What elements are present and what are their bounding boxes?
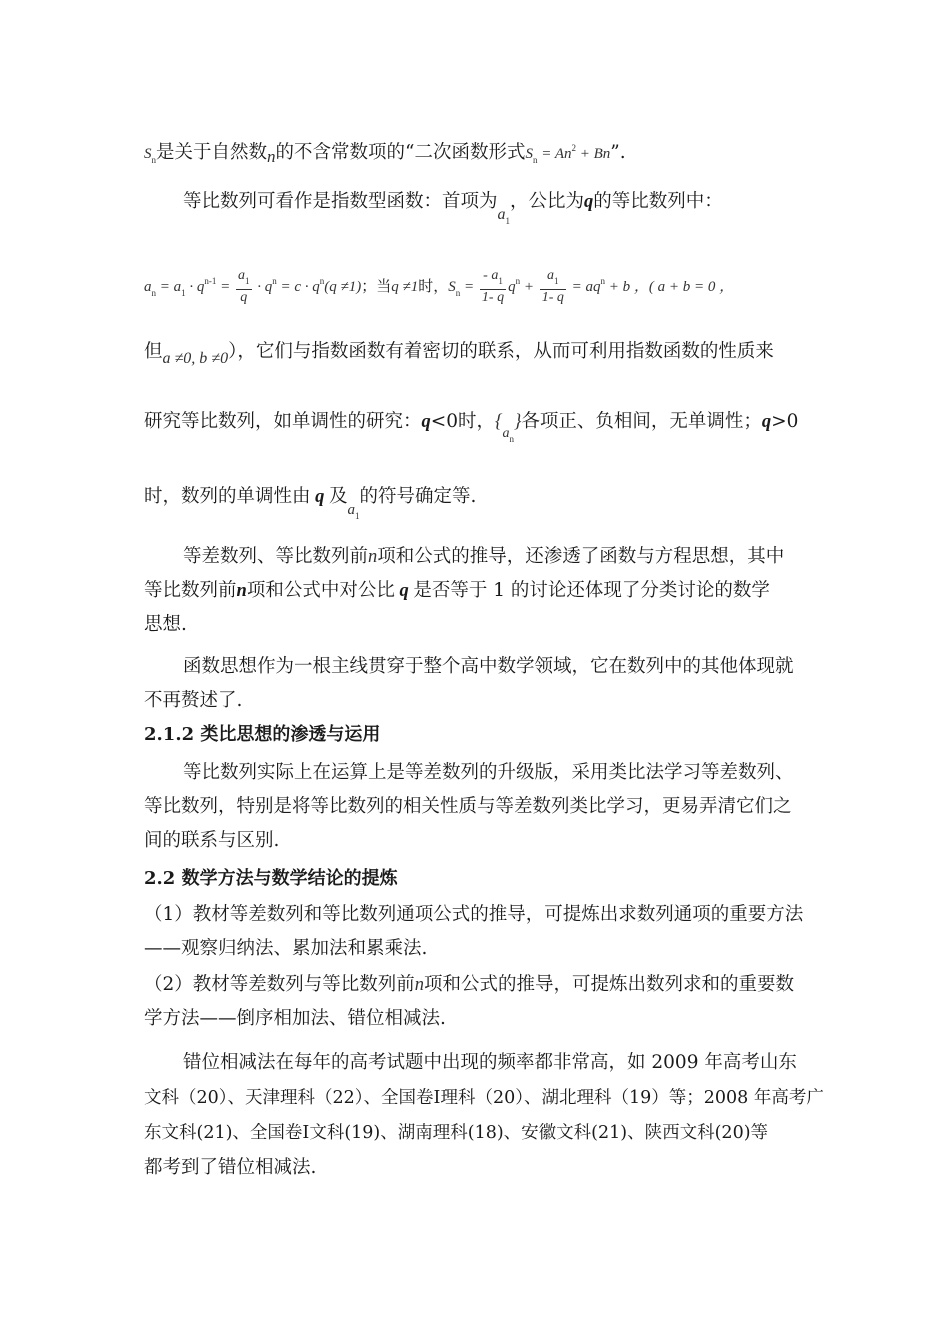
list-item-1-l2: ——观察归纳法、累加法和累乘法. bbox=[144, 938, 428, 959]
math-q-sign: q bbox=[310, 487, 330, 507]
paragraph-sum-derivation-l3: 思想. bbox=[144, 614, 187, 635]
paragraph-analogy-l2: 等比数列，特别是将等比数列的相关性质与等差数列类比学习，更易弄清它们之 bbox=[144, 796, 792, 817]
section-heading-2-1-2: 2.1.2 类比思想的渗透与运用 bbox=[144, 724, 381, 745]
math-n-1: n bbox=[368, 547, 378, 567]
math-sn-formula: $S_n = An^2 + Bn$ bbox=[525, 143, 611, 165]
list-item-2-l2: 学方法——倒序相加法、错位相减法. bbox=[144, 1008, 446, 1029]
fraction-a1-1q: $\frac{a_1}{1- q}$ bbox=[541, 268, 564, 305]
paragraph-analogy-l3: 间的联系与区别. bbox=[144, 830, 280, 851]
math-a1: $a_1$ bbox=[497, 206, 511, 226]
formula-aqn-b: = $aq^n + b$ ，( a + b = 0 ， bbox=[567, 276, 735, 295]
formula-qn-plus: $q^n$ + bbox=[508, 276, 538, 295]
formula-sn: $S_n$ = bbox=[448, 279, 478, 298]
math-q-pos: q bbox=[761, 412, 772, 432]
paragraph-sum-derivation-l1: 等差数列、等比数列前n项和公式的推导，还渗透了函数与方程思想，其中 bbox=[183, 546, 785, 567]
formula-an-rest: · $q^n = c \cdot q^n(q \ne 1)$ bbox=[253, 276, 362, 295]
paragraph-sign: 时，数列的单调性由 q 及$_{a_1}$的符号确定等. bbox=[144, 486, 477, 521]
math-sn: $S_n$ bbox=[144, 146, 156, 165]
paragraph-conditions: 但a ≠0, b ≠0），它们与指数函数有着密切的联系，从而可利用指数函数的性质来 bbox=[144, 341, 774, 367]
formula-q-ne-1: q ≠1 bbox=[391, 279, 419, 295]
paragraph-exam-frequency-l3: 东文科(21)、全国卷Ⅰ文科(19)、湖南理科(18)、安徽文科(21)、陕西文科(20)等 bbox=[144, 1123, 769, 1143]
math-q-neg: q bbox=[421, 412, 431, 432]
section-heading-2-2: 2.2 数学方法与数学结论的提炼 bbox=[144, 868, 398, 889]
list-item-1-l1: （1）教材等差数列和等比数列通项公式的推导，可提炼出求数列通项的重要方法 bbox=[144, 904, 804, 925]
paragraph-analogy-l1: 等比数列实际上在运算上是等差数列的升级版，采用类比法学习等差数列、 bbox=[183, 762, 794, 783]
paragraph-monotonicity: 研究等比数列，如单调性的研究：q<0时，$\{_{a_n}\}$各项正、负相间，无单调性；q>0 bbox=[144, 411, 799, 444]
math-seq-an: $\{_{a_n}\}$ bbox=[495, 412, 522, 444]
paragraph-sum-derivation-l2: 等比数列前n项和公式中对公比 q 是否等于 1 的讨论还体现了分类讨论的数学 bbox=[144, 580, 770, 601]
list-item-2-l1: （2）教材等差数列与等比数列前n项和公式的推导，可提炼出数列求和的重要数 bbox=[144, 974, 795, 995]
paragraph-exam-frequency-l2: 文科（20）、天津理科（22）、全国卷Ⅰ理科（20）、湖北理科（19）等；2008 年高考广 bbox=[144, 1088, 824, 1108]
math-n: n bbox=[267, 147, 276, 166]
paragraph-exam-frequency-l1: 错位相减法在每年的高考试题中出现的频率都非常高，如 2009 年高考山东 bbox=[183, 1052, 797, 1073]
math-a1-sign: a1 bbox=[347, 502, 360, 521]
fraction-neg-a1: $\frac{- a_1}{1- q}$ bbox=[481, 268, 505, 305]
paragraph-sn-quadratic: $S_n$是关于自然数n的不含常数项的“二次函数形式$S_n = An^2 + Bn$”. bbox=[144, 142, 626, 166]
math-q: q bbox=[584, 192, 594, 212]
math-n-3: n bbox=[414, 975, 425, 995]
fraction-a1-q: $\frac{a_1}{q}$ bbox=[238, 268, 250, 305]
paragraph-function-thought-l1: 函数思想作为一根主线贯穿于整个高中数学领域，它在数列中的其他体现就 bbox=[183, 656, 794, 677]
paragraph-geometric-as-exponential: 等比数列可看作是指数型函数：首项为$a_1$，公比为q的等比数列中： bbox=[183, 191, 723, 226]
math-q-2: q bbox=[394, 581, 414, 601]
formula-line: $a_n = a_1 \cdot q^{n-1}$ = $\frac{a_1}{q}$ · $q^n = c \cdot q^n(q \ne 1)$；当q ≠1时，$S_n$ = $\frac{- a_1}{1- q}$ $q^n$ + $\frac{a_1}{1- q}$ = $aq^n + b$ ，( a + b = 0 ， bbox=[144, 268, 735, 305]
paragraph-exam-frequency-l4: 都考到了错位相减法. bbox=[144, 1157, 317, 1178]
math-a-b-ne-0: a ≠0, b ≠0 bbox=[162, 350, 229, 367]
paragraph-function-thought-l2: 不再赘述了. bbox=[144, 690, 243, 711]
math-n-2: n bbox=[236, 581, 247, 601]
formula-an: $a_n = a_1 \cdot q^{n-1}$ = bbox=[144, 276, 234, 298]
